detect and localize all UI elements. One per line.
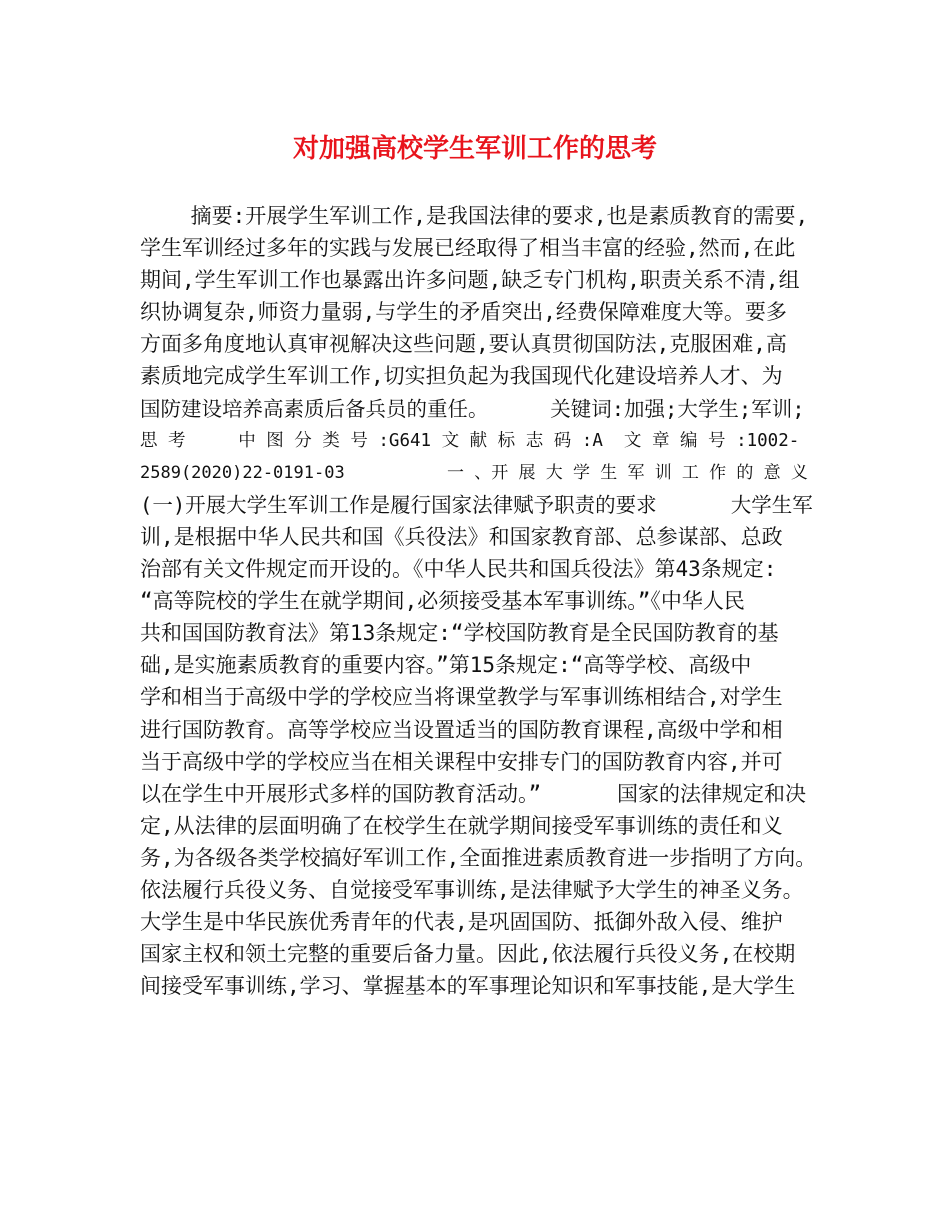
body-line: 定,从法律的层面明确了在校学生在就学期间接受军事训练的责任和义 bbox=[140, 813, 783, 838]
body-line: 国家主权和领土完整的重要后备力量。因此,依法履行兵役义务,在校期 bbox=[140, 942, 796, 967]
body-line: “高等院校的学生在就学期间,必须接受基本军事训练。”《中华人民 bbox=[140, 589, 745, 614]
body-line: 共和国国防教育法》第13条规定:“学校国防教育是全民国防教育的基 bbox=[140, 621, 779, 646]
body-line: 大学生是中华民族优秀青年的代表,是巩固国防、抵御外敌入侵、维护 bbox=[140, 910, 783, 935]
body-line: 治部有关文件规定而开设的。《中华人民共和国兵役法》第43条规定: bbox=[140, 557, 777, 582]
body-line: 务,为各级各类学校搞好军训工作,全面推进素质教育进一步指明了方向。 bbox=[140, 845, 816, 870]
body-line: (一)开展大学生军训工作是履行国家法律赋予职责的要求 大学生军 bbox=[140, 492, 813, 517]
body-line: 学生军训经过多年的实践与发展已经取得了相当丰富的经验,然而,在此 bbox=[140, 236, 796, 261]
body-line: 以在学生中开展形式多样的国防教育活动。” 国家的法律规定和决 bbox=[140, 781, 806, 806]
document-body bbox=[140, 200, 816, 1002]
body-line: 方面多角度地认真审视解决这些问题,要认真贯彻国防法,克服困难,高 bbox=[140, 332, 787, 357]
body-line: 2589(2020)22-0191-03 一 、开 展 大 学 生 军 训 工 作 的 意 义 bbox=[140, 462, 808, 483]
body-line: 摘要:开展学生军训工作,是我国法律的要求,也是素质教育的需要, bbox=[140, 204, 809, 228]
body-line: 础,是实施素质教育的重要内容。”第15条规定:“高等学校、高级中 bbox=[140, 653, 752, 678]
body-line: 思 考 中 图 分 类 号 :G641 文 献 标 志 码 :A 文 章 编 号 :1002- bbox=[140, 430, 800, 451]
body-line: 国防建设培养高素质后备兵员的重任。 关键词:加强;大学生;军训; bbox=[140, 396, 805, 421]
body-line: 间接受军事训练,学习、掌握基本的军事理论知识和军事技能,是大学生 bbox=[140, 974, 796, 999]
body-line: 织协调复杂,师资力量弱,与学生的矛盾突出,经费保障难度大等。要多 bbox=[140, 300, 787, 325]
body-line: 训,是根据中华人民共和国《兵役法》和国家教育部、总参谋部、总政 bbox=[140, 524, 783, 549]
body-line: 素质地完成学生军训工作,切实担负起为我国现代化建设培养人才、为 bbox=[140, 364, 783, 389]
body-line: 当于高级中学的学校应当在相关课程中安排专门的国防教育内容,并可 bbox=[140, 749, 783, 774]
body-line: 期间,学生军训工作也暴露出许多问题,缺乏专门机构,职责关系不清,组 bbox=[140, 268, 800, 293]
body-line: 进行国防教育。高等学校应当设置适当的国防教育课程,高级中学和相 bbox=[140, 717, 783, 742]
body-line: 依法履行兵役义务、自觉接受军事训练,是法律赋予大学生的神圣义务。 bbox=[140, 877, 804, 902]
body-line: 学和相当于高级中学的学校应当将课堂教学与军事训练相结合,对学生 bbox=[140, 685, 783, 710]
document-title: 对加强高校学生军训工作的思考 bbox=[292, 134, 657, 164]
